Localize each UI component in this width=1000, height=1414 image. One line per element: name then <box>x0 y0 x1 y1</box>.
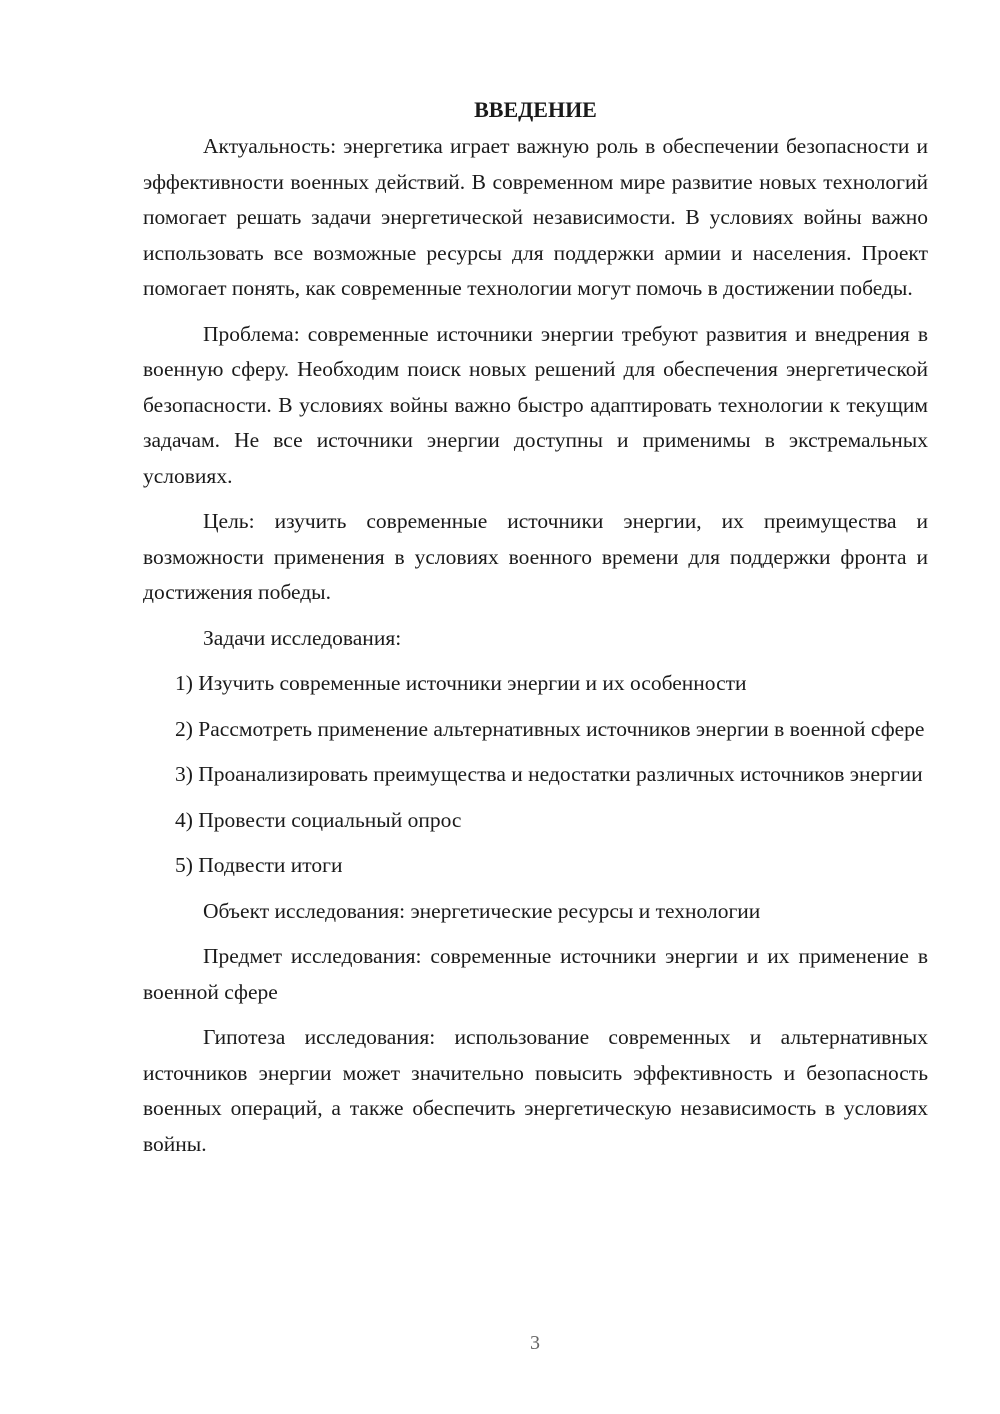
task-item-5: 5) Подвести итоги <box>175 853 343 877</box>
problem-paragraph: Проблема: современные источники энергии требуют развития и внедрения в военную сферу. Необходим поиск новых решений для обеспечения энергетической безопасности. В условиях войны важно быстро адаптировать технологии к текущим задачам. Не все источники энергии доступны и применимы в экстремальных условиях. <box>143 321 928 488</box>
tasks-heading: Задачи исследования: <box>203 625 402 650</box>
task-item-1: 1) Изучить современные источники энергии и их особенности <box>175 671 747 695</box>
page-number: 3 <box>530 1332 540 1354</box>
hypothesis-paragraph: Гипотеза исследования: использование современных и альтернативных источников энергии может значительно повысить эффективность и безопасность военных операций, а также обеспечить энергетическую независимость в условиях войны. <box>143 1025 928 1156</box>
object-paragraph: Объект исследования: энергетические ресурсы и технологии <box>203 898 761 923</box>
task-item-4: 4) Провести социальный опрос <box>175 807 462 832</box>
page-title: ВВЕДЕНИЕ <box>474 97 597 122</box>
relevance-paragraph: Актуальность: энергетика играет важную роль в обеспечении безопасности и эффективности военных действий. В современном мире развитие новых технологий помогает решать задачи энергетической независимости. В условиях войны важно использовать все возможные ресурсы для поддержки армии и населения. Проект помогает понять, как современные технологии могут помочь в достижении победы. <box>143 134 928 300</box>
subject-paragraph: Предмет исследования: современные источники энергии и их применение в военной сфере <box>143 944 928 1004</box>
goal-paragraph: Цель: изучить современные источники энергии, их преимущества и возможности применения в условиях военного времени для поддержки фронта и достижения победы. <box>143 509 928 604</box>
task-item-3: 3) Проанализировать преимущества и недостатки различных источников энергии <box>175 762 923 786</box>
task-item-2: 2) Рассмотреть применение альтернативных источников энергии в военной сфере <box>175 716 925 741</box>
document-page <box>143 93 928 1172</box>
